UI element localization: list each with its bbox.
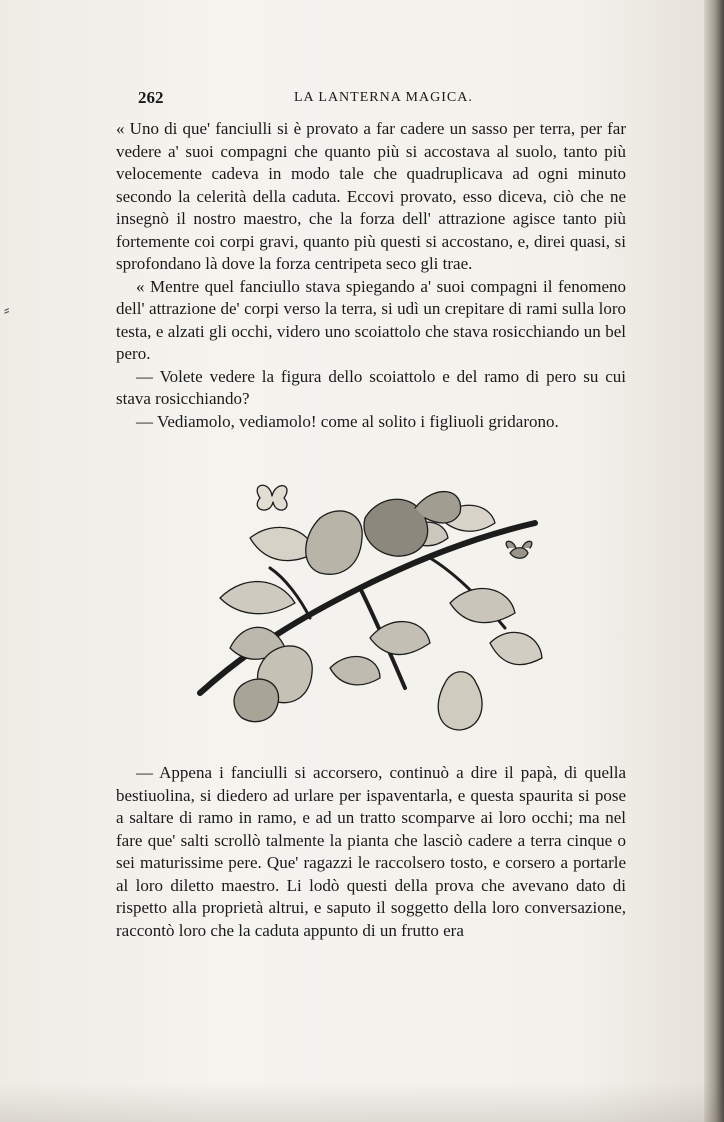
page-bottom-wear [0,1082,724,1122]
text-block-bottom [116,762,626,942]
bee [506,541,532,558]
leaf [250,527,315,560]
pear-branch-squirrel-illustration [190,478,570,740]
pear [306,511,363,574]
running-title: LA LANTERNA MAGICA. [294,90,473,105]
margin-mark: ⸗ [4,300,10,319]
leaf [490,632,542,664]
paragraph: — Volete vedere la figura dello scoiattolo e del ramo di pero su cui stava rosicchiando? [116,366,626,408]
paragraph: — Vediamolo, vediamolo! come al solito i figliuoli gridarono. [136,411,559,431]
pear [234,679,278,722]
paragraph: « Uno di que' fanciulli si è provato a far cadere un sasso per terra, per far vedere a' suoi compagni che quanto più si accostava al suolo, tanto più velocemente cadeva in modo tale che quadruplicava ad ogni minuto secondo la celerità della caduta. Eccovi provato, esso diceva, ciò che ne insegnò il nostro maestro, che la forza dell' attrazione agisce tanto più fortemente coi corpi gravi, quanto più questi si accostano, e, direi quasi, si sprofondano là dove la forza centripeta seco gli trae. [116,119,626,273]
text-block-top [116,118,626,433]
butterfly [257,485,287,510]
page-spine-shadow [704,0,724,1122]
leaf [330,657,380,685]
leaf [220,582,295,614]
page-header [138,88,628,110]
page-number: 262 [138,88,164,107]
pear [438,672,482,730]
leaf [450,589,515,623]
paragraph: « Mentre quel fanciullo stava spiegando a' suoi compagni il fenomeno dell' attrazione de' corpi verso la terra, si udì un crepitare di rami sulla loro testa, e alzati gli occhi, videro uno scoiattolo che stava rosicchiando un bel pero. [116,276,626,363]
paragraph: — Appena i fanciulli si accorsero, continuò a dire il papà, di quella bestiuolina, si diedero ad urlare per ispaventarla, e questa spaurita si pose a saltare di ramo in ramo, e ad un tratto scomparve ai loro occhi; ma nel fare que' salti scrollò talmente la pianta che lasciò cadere a terra cinque o sei maturissime pere. Que' ragazzi le raccolsero tosto, e corsero a portarle al loro diletto maestro. Li lodò questi della prova che avevano dato di rispetto alla proprietà altrui, e saputo il soggetto della loro conversazione, raccontò loro che la caduta appunto di un frutto era [116,763,626,940]
